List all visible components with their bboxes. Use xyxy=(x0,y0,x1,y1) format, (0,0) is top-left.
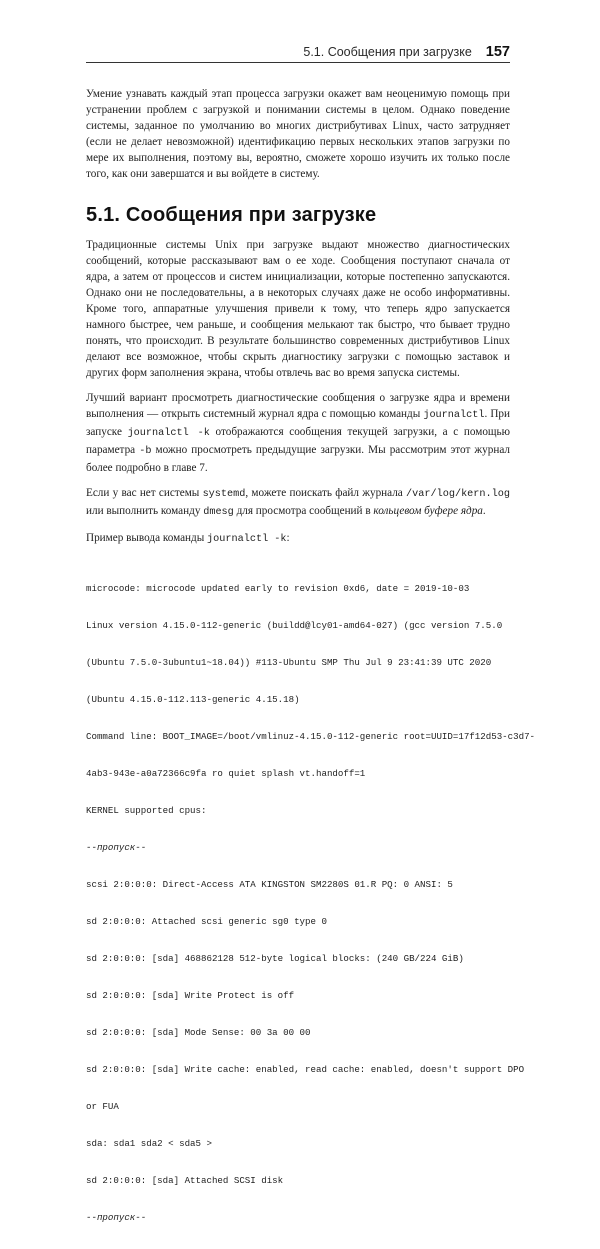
inline-code: /var/log/kern.log xyxy=(406,489,510,500)
code-line: sd 2:0:0:0: [sda] Write Protect is off xyxy=(86,990,295,1002)
paragraph-journalctl xyxy=(86,390,510,476)
text-run: или выполнить команду xyxy=(86,505,204,517)
emphasis-term: кольцевом буфере ядра xyxy=(373,505,483,517)
code-line: scsi 2:0:0:0: Direct-Access ATA KINGSTON SM2280S 01.R PQ: 0 ANSI: 5 xyxy=(86,878,453,890)
inline-code: journalctl xyxy=(423,410,485,421)
code-line: sd 2:0:0:0: Attached scsi generic sg0 type 0 xyxy=(86,915,327,927)
page-body xyxy=(86,86,536,1249)
code-line: (Ubuntu 4.15.0-112.113-generic 4.15.18) xyxy=(86,693,300,705)
code-listing xyxy=(86,558,536,1249)
text-run: для просмотра сообщений в xyxy=(233,505,374,517)
code-line: sd 2:0:0:0: [sda] Mode Sense: 00 3a 00 00 xyxy=(86,1027,311,1039)
text-run: Если у вас нет системы xyxy=(86,487,203,499)
code-line: KERNEL supported cpus: xyxy=(86,804,207,816)
running-header xyxy=(86,40,510,63)
text-run: Лучший вариант просмотреть диагностические сообщения о загрузке ядра и времени выполнения — открыть системный журнал ядра с помощью команды xyxy=(86,392,510,420)
code-line: (Ubuntu 7.5.0-3ubuntu1~18.04)) #113-Ubuntu SMP Thu Jul 9 23:41:39 UTC 2020 xyxy=(86,656,492,668)
code-line: sda: sda1 sda2 < sda5 > xyxy=(86,1138,212,1150)
paragraph-no-systemd xyxy=(86,485,510,521)
code-omission-marker: --пропуск-- xyxy=(86,841,147,853)
inline-code: dmesg xyxy=(203,507,234,518)
page-number: 157 xyxy=(485,44,510,60)
inline-code: systemd xyxy=(202,489,246,500)
inline-code: -b xyxy=(139,446,152,457)
example-caption xyxy=(86,530,510,548)
code-omission-marker: --пропуск-- xyxy=(86,1212,147,1224)
code-line: Linux version 4.15.0-112-generic (buildd@lcy01-amd64-027) (gcc version 7.5.0 xyxy=(86,619,503,631)
inline-code: journalctl -k xyxy=(127,428,210,439)
code-line: sd 2:0:0:0: [sda] Write cache: enabled, read cache: enabled, doesn't support DPO xyxy=(86,1064,525,1076)
paragraph-boot-messages: Традиционные системы Unix при загрузке выдают множество диагностических сообщений, которые рассказывают вам о ее ходе. Сообщения поступают сначала от ядра, а затем от процессов и систем инициализации, которые постепенно запускаются. Однако они не последовательны, а в некоторых случаях даже не особо информативны. Кроме того, аппаратные улучшения привели к тому, что теперь ядро запускается намного быстрее, чем раньше, и сообщения мелькают так быстро, что бывает трудно понять, что происходит. В результате большинство современных дистрибутивов Linux делают все возможное, чтобы скрыть диагностику загрузки с помощью заставок и других форм заполнения экрана, чтобы отвлечь вас во время запуска системы. xyxy=(86,239,510,379)
running-header-title: 5.1. Сообщения при загрузке xyxy=(303,45,472,59)
inline-code: journalctl -k xyxy=(207,534,287,545)
code-line: or FUA xyxy=(86,1101,119,1113)
code-line: microcode: microcode updated early to revision 0xd6, date = 2019-10-03 xyxy=(86,582,470,594)
text-run: отображаются сообщения текущей загрузки, а с помощью параметра xyxy=(86,426,510,456)
text-run: , можете поискать файл журнала xyxy=(245,487,407,499)
code-line: sd 2:0:0:0: [sda] Attached SCSI disk xyxy=(86,1175,284,1187)
text-run: . При запуске xyxy=(86,408,510,438)
code-line: Command line: BOOT_IMAGE=/boot/vmlinuz-4.15.0-112-generic root=UUID=17f12d53-c3d7- xyxy=(86,730,536,742)
text-run: . xyxy=(482,505,486,517)
section-heading: 5.1. Сообщения при загрузке xyxy=(86,204,377,226)
code-line: sd 2:0:0:0: [sda] 468862128 512-byte logical blocks: (240 GB/224 GiB) xyxy=(86,953,464,964)
intro-paragraph: Умение узнавать каждый этап процесса загрузки окажет вам неоценимую помощь при устранении проблем с загрузкой и понимании системы в целом. Однако поведение системы, заданное по умолчанию во многих дистрибутивах Linux, часто затрудняет (если не делает невозможной) идентификацию первых нескольких этапов загрузки по мере их выполнения, поэтому вы, вероятно, сможете хорошо изучить их только после того, как они завершатся и вы войдете в систему. xyxy=(86,88,510,180)
code-line: 4ab3-943e-a0a72366c9fa ro quiet splash vt.handoff=1 xyxy=(86,767,366,779)
text-run: Пример вывода команды xyxy=(86,532,208,544)
text-run: : xyxy=(286,532,290,544)
text-run: можно просмотреть предыдущие загрузки. Мы рассмотрим этот журнал более подробно в главе 7. xyxy=(86,444,510,474)
